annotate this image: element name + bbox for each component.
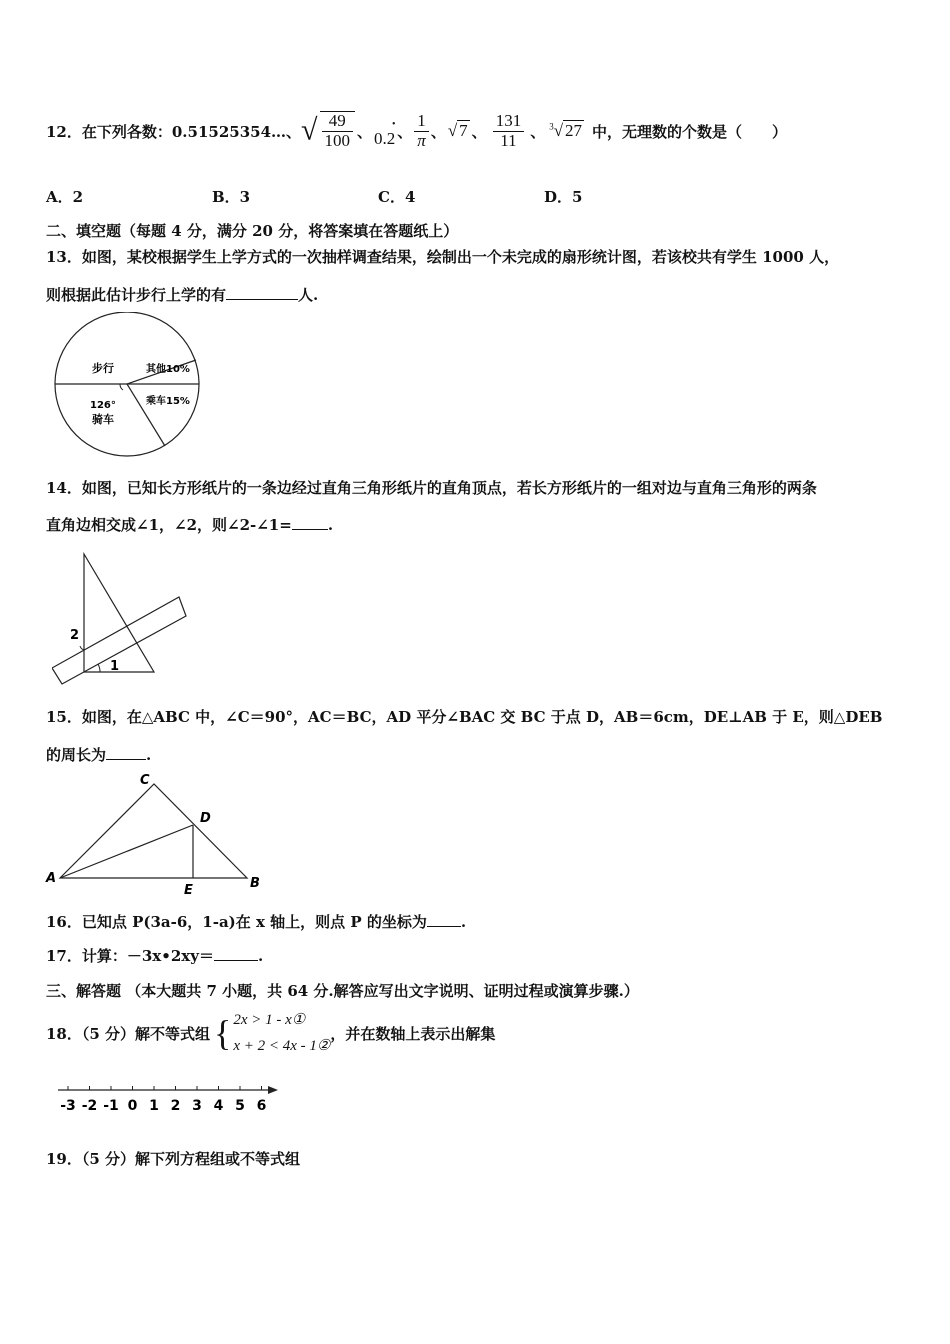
q17-line: 17．计算：－3x•2xy＝ .	[46, 947, 264, 965]
point-e: E	[184, 883, 193, 896]
vertex-c: C	[140, 773, 150, 788]
sqrt-frac-num: 49	[322, 112, 354, 132]
inequality-system	[233, 1007, 330, 1059]
q18-line: 18．（5 分）解不等式组 { 2x > 1 - x① x + 2 < 4x - 1② ，并在数轴上表示出解集	[46, 1004, 495, 1062]
option-d: D．5	[544, 188, 583, 206]
section-2-title: 二、填空题（每题 4 分，满分 20 分，将答案填在答题纸上）	[46, 222, 459, 240]
label-bus: 乘车15%	[146, 396, 190, 407]
axis-tick-label: 3	[192, 1098, 202, 1114]
option-a: A．2	[46, 188, 84, 206]
q12-line	[46, 103, 787, 159]
answer-blank	[292, 529, 328, 530]
angle-1-label: 1	[110, 659, 120, 674]
answer-blank	[106, 759, 146, 760]
axis-tick-label: -3	[60, 1098, 76, 1114]
sqrt-frac-den: 100	[324, 131, 350, 150]
q13-line2: 则根据此估计步行上学的有 人.	[46, 286, 319, 304]
axis-tick-label: 5	[235, 1098, 245, 1114]
angle-arc	[120, 384, 123, 390]
q12-prefix: 12．在下列各数：0.51525354…、	[46, 122, 302, 141]
axis-tick-label: 4	[213, 1098, 224, 1114]
axis-tick-label: -2	[81, 1098, 98, 1114]
axis-tick-label: 1	[149, 1098, 159, 1114]
q13-line1: 13．如图，某校根据学生上学方式的一次抽样调查结果，绘制出一个未完成的扇形统计图，若该校共有学生 1000 人，	[46, 248, 840, 266]
axis-tick-label: -1	[103, 1098, 119, 1114]
angle-2-label: 2	[70, 628, 80, 643]
axis-arrow	[268, 1086, 278, 1094]
number-line	[54, 1080, 284, 1116]
label-other: 其他10%	[146, 364, 190, 375]
label-bike: 骑车	[92, 413, 114, 426]
frac-one-over-pi: $\frac{1}{\pi}$	[414, 112, 429, 150]
vertex-a: A	[46, 871, 57, 886]
q15-line1: 15．如图，在△ABC 中，∠C＝90°，AC＝BC，AD 平分∠BAC 交 BC 于点 D，AB＝6cm，DE⊥AB 于 E，则△DEB	[46, 708, 883, 726]
q14-line2: 直角边相交成∠1，∠2，则∠2-∠1= .	[46, 516, 334, 534]
right-triangle	[84, 554, 154, 672]
inequality-2: x + 2 < 4x - 1②	[233, 1038, 331, 1054]
pie-radius-bus	[127, 384, 165, 446]
repeating-decimal: • 0.2	[374, 129, 395, 149]
frac-131-over-11: $\frac{131}{11}$	[493, 112, 525, 150]
answer-blank	[226, 299, 298, 300]
q15-line2: 的周长为 .	[46, 746, 152, 764]
inequality-1: 2x > 1 - x①	[233, 1012, 306, 1028]
triangle-abc	[60, 784, 247, 878]
q12-suffix: 中，无理数的个数是（ ）	[592, 122, 788, 141]
point-d: D	[200, 811, 211, 826]
vertex-b: B	[250, 876, 260, 891]
cube-root: $^3$√ 27	[549, 121, 583, 140]
pie-chart	[52, 312, 204, 460]
q16-line: 16．已知点 P(3a-6，1-a)在 x 轴上，则点 P 的坐标为 .	[46, 913, 467, 931]
segment-ad	[60, 825, 193, 878]
section-3-title: 三、解答题 （本大题共 7 小题，共 64 分.解答应写出文字说明、证明过程或演算步骤.）	[46, 982, 639, 1000]
q14-line1: 14．如图，已知长方形纸片的一条边经过直角三角形纸片的直角顶点，若长方形纸片的一组对边与直角三角形的两条	[46, 479, 817, 497]
angle1-arc	[98, 664, 100, 672]
label-walk: 步行	[92, 362, 114, 375]
option-c: C．4	[378, 188, 416, 206]
brace: {	[214, 1013, 232, 1053]
q12-sep: 、	[397, 122, 413, 141]
answer-blank	[214, 960, 258, 961]
axis-tick-label: 0	[127, 1098, 138, 1114]
q12-sep: 、	[357, 122, 373, 141]
q12-sep: 、	[430, 122, 446, 141]
q19-line: 19．（5 分）解下列方程组或不等式组	[46, 1150, 301, 1168]
option-b: B．3	[212, 188, 251, 206]
answer-blank	[427, 926, 461, 927]
sqrt-seven: √ 7	[447, 121, 468, 140]
axis-tick-label: 2	[170, 1098, 181, 1114]
triangle-rectangle-figure	[52, 550, 192, 690]
sqrt-fraction: √ $\frac{49}{100}$	[301, 111, 357, 150]
label-angle: 126°	[90, 400, 116, 411]
q12-sep: 、	[530, 122, 546, 141]
q12-sep: 、	[471, 122, 487, 141]
triangle-abc-figure	[44, 770, 264, 896]
axis-tick-label: 6	[256, 1098, 267, 1114]
